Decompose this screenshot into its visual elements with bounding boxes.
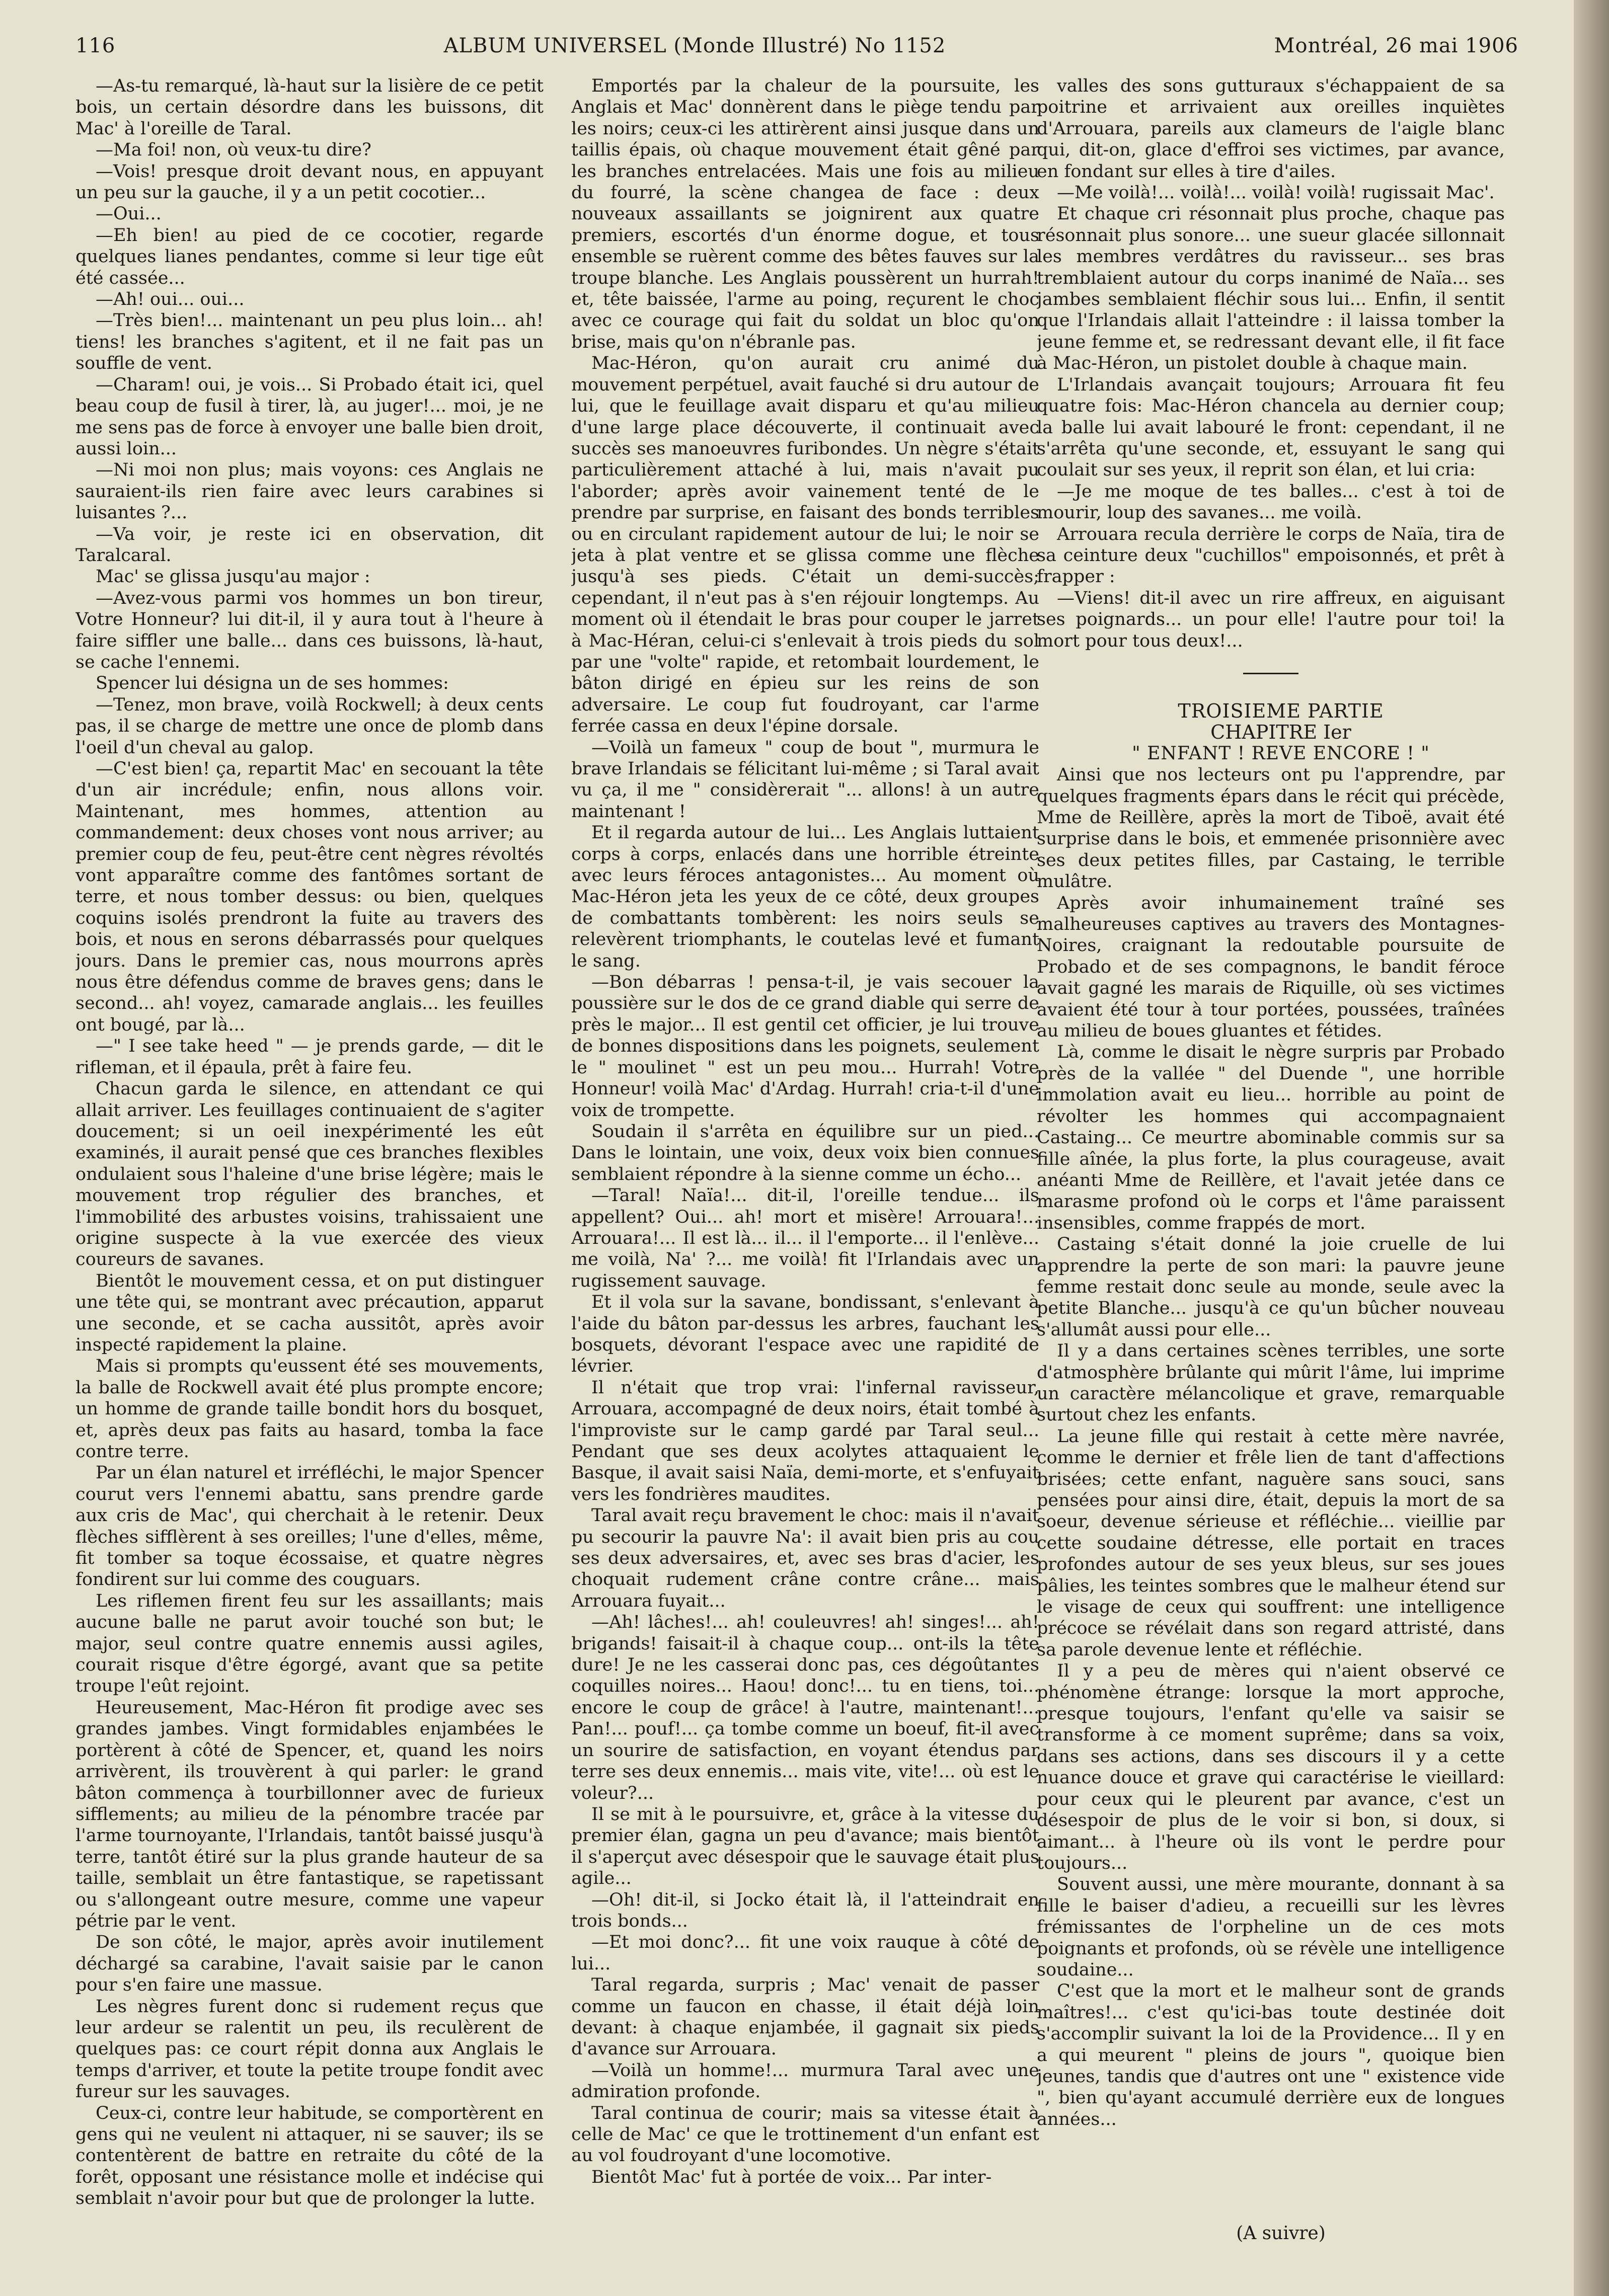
paragraph: Il y a peu de mères qui n'aient observé ce phénomène étrange: lorsque la mort approche, presque toujours, l'enfant qu'elle va saisir se transforme à ce moment suprême; dans sa voix, dans ses actions, dans ses discours il y a cette nuance douce et grave qui caractérise le vieillard: pour ceux qui le pleurent par avance, c'est un désespoir de plus de le voir si bon, si doux, si aimant... à l'heure où ils vont le perdre pour toujours... (1037, 1661, 1505, 1873)
paragraph: —Ah! lâches!... ah! couleuvres! ah! singes!... ah! brigands! faisait-il à chaque coup... ont-ils la tête dure! Je ne les casserai donc pas, ces dégoûtantes coquilles noires... Haou! donc!... tu en tiens, toi... encore le coup de grâce! à l'autre, maintenant!... Pan!... pouf!... ça tombe comme un boeuf, fit-il avec un sourire de satisfaction, en voyant étendus par terre ses deux ennemis... mais vite, vite!... où est le voleur?... (571, 1612, 1039, 1803)
paragraph: Taral avait reçu bravement le choc: mais il n'avait pu secourir la pauvre Na': il avait bien pris au cou ses deux adversaires, et, avec ses bras d'acier, les choquait rudement crâne contre crâne... mais Arrouara fuyait... (571, 1506, 1039, 1611)
paragraph: —Eh bien! au pied de ce cocotier, regarde quelques lianes pendantes, comme si leur tige eût été cassée... (75, 225, 544, 288)
page-number: 116 (75, 34, 116, 57)
paragraph: Heureusement, Mac-Héron fit prodige avec ses grandes jambes. Vingt formidables enjambées le portèrent à côté de Spencer, et, quand les noirs arrivèrent, ils trouvèrent à qui parler: le grand bâton commença à tourbillonner avec de furieux sifflements; au milieu de la pénombre tracée par l'arme tournoyante, l'Irlandais, tantôt baissé jusqu'à terre, tantôt étiré sur la plus grande hauteur de sa taille, semblait un être fantastique, se rapetissant ou s'allongeant outre mesure, comme une vapeur pétrie par le vent. (75, 1697, 544, 1931)
paragraph: Mac' se glissa jusqu'au major : (96, 567, 370, 587)
section-divider (1243, 673, 1298, 674)
paragraph: Là, comme le disait le nègre surpris par Probado près de la vallée " del Duende ", une horrible immolation avait eu lieu... horrible au point de révolter les hommes qui accompagnaient Castaing... Ce meurtre abominable commis sur sa fille aînée, la plus forte, la plus courageuse, avait anéanti Mme de Reillère, et l'avait jetée dans ce marasme profond où le corps et l'âme paraissent insensibles, comme frappés de mort. (1037, 1042, 1505, 1233)
paragraph: De son côté, le major, après avoir inutilement déchargé sa carabine, l'avait saisie par le canon pour s'en faire une massue. (75, 1932, 544, 1996)
paragraph: —Et moi donc?... fit une voix rauque à côté de lui... (571, 1932, 1039, 1974)
paragraph: Chacun garda le silence, en attendant ce qui allait arriver. Les feuillages continuaient de s'agiter doucement; si un oeil inexpérimenté les eût examinés, il aurait pensé que ces branches flexibles ondulaient sous l'haleine d'une brise légère; mais le mouvement trop régulier des branches, et l'immobilité des arbustes voisins, trahissaient une origine suspecte à la vue exercée des vieux coureurs de savanes. (75, 1079, 544, 1270)
paragraph: —Me voilà!... voilà!... voilà! voilà! rugissait Mac'. (1057, 183, 1495, 203)
paragraph: —Avez-vous parmi vos hommes un bon tireur, Votre Honneur? lui dit-il, il y aura tout à l'heure à faire siffler une balle... dans ces buissons, là-haut, se cache l'ennemi. (75, 588, 544, 672)
part-title: TROISIEME PARTIE (1178, 699, 1384, 722)
paragraph: —Viens! dit-il avec un rire affreux, en aiguisant ses poignards... un pour elle! l'autre pour toi! la mort pour tous deux!... (1037, 588, 1505, 651)
paragraph: —Voilà un homme!... murmura Taral avec une admiration profonde. (571, 2060, 1039, 2102)
paragraph: —Ni moi non plus; mais voyons: ces Anglais ne sauraient-ils rien faire avec leurs carabines si luisantes ?... (75, 460, 544, 523)
paragraph: Et il regarda autour de lui... Les Anglais luttaient corps à corps, enlacés dans une horrible étreinte avec leurs féroces antagonistes... Au moment où Mac-Héron jeta les yeux de ce côté, deux groupes de combattants tombèrent: les noirs seuls se relevèrent triomphants, le coutelas levé et fumant le sang. (571, 823, 1039, 971)
text-column-2 (571, 75, 1039, 2249)
chapter-subtitle: " ENFANT ! REVE ENCORE ! " (1132, 743, 1430, 764)
paragraph: —Je me moque de tes balles... c'est à toi de mourir, loup des savanes... me voilà. (1037, 481, 1505, 523)
paragraph: Les riflemen firent feu sur les assaillants; mais aucune balle ne parut avoir touché son but; le major, seul contre quatre ennemis aussi agiles, courait risque d'être égorgé, avant que sa petite troupe l'eût rejoint. (75, 1591, 544, 1697)
paragraph: Il n'était que trop vrai: l'infernal ravisseur, Arrouara, accompagné de deux noirs, était tombé à l'improviste sur le camp gardé par Taral seul... Pendant que ses deux acolytes attaquaient le Basque, il avait saisi Naïa, demi-morte, et s'enfuyait vers les fondrières maudites. (571, 1377, 1039, 1505)
paragraph: Spencer lui désigna un de ses hommes: (96, 673, 449, 694)
paragraph: Soudain il s'arrêta en équilibre sur un pied... Dans le lointain, une voix, deux voix bien connues semblaient répondre à la sienne comme un écho... (571, 1121, 1039, 1184)
column-3-story-end (1037, 75, 1505, 652)
paragraph: —Taral! Naïa!... dit-il, l'oreille tendue... ils appellent? Oui... ah! mort et misère! Arrouara!... Arrouara!... Il est là... il... il l'emporte... il l'enlève... me voilà, Na' ?... me voilà! fit l'Irlandais avec un rugissement sauvage. (571, 1185, 1039, 1291)
paragraph: —As-tu remarqué, là-haut sur la lisière de ce petit bois, un certain désordre dans les buissons, dit Mac' à l'oreille de Taral. (75, 76, 544, 139)
paragraph: —Très bien!... maintenant un peu plus loin... ah! tiens! les branches s'agitent, et il ne fait pas un souffle de vent. (75, 310, 544, 374)
paragraph: Bientôt le mouvement cessa, et on put distinguer une tête qui, se montrant avec précaution, apparut une seconde, et se cacha aussitôt, après avoir inspecté rapidement la plaine. (75, 1271, 544, 1355)
paragraph: —" I see take heed " — je prends garde, — dit le rifleman, et il épaula, prêt à faire feu. (75, 1036, 544, 1078)
paragraph: Ceux-ci, contre leur habitude, se comportèrent en gens qui ne veulent ni attaquer, ni se sauver; ils se contentèrent de battre en retraite du côté de la forêt, opposant une résistance molle et indécise qui semblait n'avoir pour but que de prolonger la lutte. (75, 2103, 544, 2209)
scan-edge (1574, 0, 1609, 2296)
paragraph: Castaing s'était donné la joie cruelle de lui apprendre la perte de son mari: la pauvre jeune femme restait donc seule au monde, seule avec la petite Blanche... jusqu'à ce qu'un bûcher nouveau s'allumât aussi pour elle... (1037, 1234, 1505, 1340)
paragraph: —Va voir, je reste ici en observation, dit Taralcaral. (75, 524, 544, 566)
page-header (75, 23, 1518, 68)
paragraph: —Voilà un fameux " coup de bout ", murmura le brave Irlandais se félicitant lui-même ; si Taral avait vu ça, il me " considèrerait "... allons! à un autre maintenant ! (571, 737, 1039, 822)
paragraph: Souvent aussi, une mère mourante, donnant à sa fille le baiser d'adieu, a recueilli sur les lèvres frémissantes de l'orpheline un de ces mots poignants et profonds, où se révèle une intelligence soudaine... (1037, 1874, 1505, 1980)
paragraph: Mac-Héron, qu'on aurait cru animé du mouvement perpétuel, avait fauché si dru autour de lui, que le feuillage avait disparu et qu'au milieu d'une large place découverte, il continuait avec succès ses manoeuvres furibondes. Un nègre s'était particulièrement attaché à lui, mais n'avait pu l'aborder; après avoir vainement tenté de le prendre par surprise, en faisant des bonds terribles ou en circulant rapidement autour de lui; le noir se jeta à plat ventre et se glissa comme une flèche jusqu'à ses pieds. C'était un demi-succès; cependant, il n'eut pas à s'en réjouir longtemps. Au moment où il étendait le bras pour couper le jarret à Mac-Héran, celui-ci s'enlevait à trois pieds du sol par une "volte" rapide, et retombait lourdement, le bâton dirigé en épieu sur les reins de son adversaire. Le coup fut foudroyant, car l'arme ferrée cassa en deux l'épine dorsale. (571, 353, 1039, 737)
paragraph: Par un élan naturel et irréfléchi, le major Spencer courut vers l'ennemi abattu, sans prendre garde aux cris de Mac', qui cherchait à le retenir. Deux flèches sifflèrent à ses oreilles; l'une d'elles, même, fit tomber sa toque écossaise, et quatre nègres fondirent sur lui comme des couguars. (75, 1463, 544, 1590)
paragraph: Taral regarda, surpris ; Mac' venait de passer comme un faucon en chasse, il était déjà loin devant: à chaque enjambée, il gagnait six pieds d'avance sur Arrouara. (571, 1975, 1039, 2060)
paragraph: —Vois! presque droit devant nous, en appuyant un peu sur la gauche, il y a un petit cocotier... (75, 161, 544, 203)
publication-title: ALBUM UNIVERSEL (Monde Illustré) No 1152 (443, 34, 946, 57)
paragraph: C'est que la mort et le malheur sont de grands maîtres!... c'est qu'ici-bas toute destinée doit s'accomplir suivant la loi de la Providence... Il y en a qui meurent " pleins de jours ", quoique bien jeunes, tandis que d'autres ont une " existence vide ", bien qu'ayant accumulé derrière eux de longues années... (1037, 1981, 1505, 2129)
paragraph: Emportés par la chaleur de la poursuite, les Anglais et Mac' donnèrent dans le piège tendu par les noirs; ceux-ci les attirèrent ainsi jusque dans un taillis épais, où chaque mouvement était gêné par les branches entrelacées. Mais une fois au milieu du fourré, la scène changea de face : deux nouveaux assaillants se joignirent aux quatre premiers, escortés d'un énorme dogue, et tous ensemble se ruèrent comme des bêtes fauves sur la troupe blanche. Les Anglais poussèrent un hurrah! et, tête baissée, l'arme au poing, reçurent le choc avec ce courage qui fait du soldat un bloc qu'on brise, mais qu'on n'ébranle pas. (571, 76, 1039, 352)
paragraph: Et il vola sur la savane, bondissant, s'enlevant à l'aide du bâton par-dessus les arbres, fauchant les bosquets, dévorant l'espace avec une rapidité de lévrier. (571, 1292, 1039, 1377)
paragraph: —Ma foi! non, où veux-tu dire? (96, 140, 371, 161)
paragraph: Ainsi que nos lecteurs ont pu l'apprendre, par quelques fragments épars dans le récit qui précède, Mme de Reillère, après la mort de Tiboë, avait été surprise dans le bois, et emmenée prisonnière avec ses deux petites filles, par Castaing, le terrible mulâtre. (1037, 765, 1505, 892)
paragraph: —Charam! oui, je vois... Si Probado était ici, quel beau coup de fusil à tirer, là, au juger!... moi, je ne me sens pas de force à envoyer une balle bien droit, aussi loin... (75, 374, 544, 459)
paragraph: Il se mit à le poursuivre, et, grâce à la vitesse du premier élan, gagna un peu d'avance; mais bientôt il s'aperçut avec désespoir que le sauvage était plus agile... (571, 1804, 1039, 1889)
paragraph: valles des sons gutturaux s'échappaient de sa poitrine et arrivaient aux oreilles inquiètes d'Arrouara, pareils aux clameurs de l'aigle blanc qui, dit-on, glace d'effroi ses victimes, par avance, en fondant sur elles à tire d'ailes. (1037, 76, 1505, 182)
text-column-3 (1037, 75, 1505, 2249)
paragraph: Et chaque cri résonnait plus proche, chaque pas résonnait plus sonore... une sueur glacée sillonnait les membres verdâtres du ravisseur... ses bras tremblaient autour du corps inanimé de Naïa... ses jambes semblaient fléchir sous lui... Enfin, il sentit que l'Irlandais allait l'atteindre : il laissa tomber la jeune femme et, se redressant devant elle, il fit face à Mac-Héron, un pistolet double à chaque main. (1037, 204, 1505, 374)
paragraph: Il y a dans certaines scènes terribles, une sorte d'atmosphère brûlante qui mûrit l'âme, lui imprime un caractère mélancolique et grave, remarquable surtout chez les enfants. (1037, 1341, 1505, 1426)
paragraph: —Oui... (96, 204, 162, 224)
paragraph: Arrouara recula derrière le corps de Naïa, tira de sa ceinture deux "cuchillos" empoisonnés, et prêt à frapper : (1037, 524, 1505, 587)
paragraph: —Tenez, mon brave, voilà Rockwell; à deux cents pas, il se charge de mettre une once de plomb dans l'oeil d'un cheval au galop. (75, 694, 544, 758)
paragraph: Les nègres furent donc si rudement reçus que leur ardeur se ralentit un peu, ils reculèrent de quelques pas: ce court répit donna aux Anglais le temps d'arriver, et toute la petite troupe fondit avec fureur sur les sauvages. (75, 1996, 544, 2102)
paragraph: Après avoir inhumainement traîné ses malheureuses captives au travers des Montagnes-Noires, craignant la redoutable poursuite de Probado et de ses compagnons, le bandit féroce avait gagné les marais de Riquille, où ses victimes avaient été tour à tour portées, poussées, traînées au milieu de boues gluantes et fétides. (1037, 893, 1505, 1042)
place-date: Montréal, 26 mai 1906 (1274, 34, 1518, 57)
paragraph: —C'est bien! ça, repartit Mac' en secouant la tête d'un air incrédule; enfin, nous allons voir. Maintenant, mes hommes, attention au commandement: deux choses vont nous arriver; au premier coup de feu, peut-être cent nègres révoltés vont apparaître comme des fantômes sortant de terre, et nous tomber dessus: ou bien, quelques coquins isolés prendront la fuite au travers des bois, et nous en serons débarrassés pour quelques jours. Dans le premier cas, nous mourrons après nous être défendus comme de braves gens; dans le second... ah! voyez, camarade anglais... les feuilles ont bougé, par là... (75, 759, 544, 1035)
column-3-new-chapter (1037, 764, 1505, 2130)
paragraph: Taral continua de courir; mais sa vitesse était à celle de Mac' ce que le trottinement d'un enfant est au vol foudroyant d'une locomotive. (571, 2103, 1039, 2166)
paragraph: Bientôt Mac' fut à portée de voix... Par inter- (591, 2167, 992, 2187)
paragraph: —Ah! oui... oui... (96, 289, 245, 310)
paragraph: —Bon débarras ! pensa-t-il, je vais secouer la poussière sur le dos de ce grand diable qui serre de près le major... Il est gentil cet officier, je lui trouve de bonnes dispositions dans les poignets, seulement le " moulinet " est un peu mou... Hurrah! Votre Honneur! voilà Mac' d'Ardag. Hurrah! cria-t-il d'une voix de trompette. (571, 972, 1039, 1121)
paragraph: —Oh! dit-il, si Jocko était là, il l'atteindrait en trois bonds... (571, 1889, 1039, 1931)
chapter-title: CHAPITRE Ier (1210, 721, 1351, 744)
paragraph: Mais si prompts qu'eussent été ses mouvements, la balle de Rockwell avait été plus prompte encore; un homme de grande taille bondit hors du bosquet, et, après deux pas faits au hasard, tomba la face contre terre. (75, 1356, 544, 1462)
to-be-continued: (A suivre) (1236, 2223, 1326, 2244)
paragraph: L'Irlandais avançait toujours; Arrouara fit feu quatre fois: Mac-Héron chancela au dernier coup; la balle lui avait labouré le front: cependant, il ne s'arrêta qu'une seconde, et, essuyant le sang qui coulait sur ses yeux, il reprit son élan, et lui cria: (1037, 374, 1505, 481)
paragraph: La jeune fille qui restait à cette mère navrée, comme le dernier et frêle lien de tant d'affections brisées; cette enfant, naguère sans souci, sans pensées pour ainsi dire, était, depuis la mort de sa soeur, devenue sérieuse et réfléchie... vieillie par cette soudaine détresse, elle portait en traces profondes autour de ses yeux bleus, sur ses joues pâlies, les teintes sombres que le malheur étend sur le visage de ceux qui souffrent: une intelligence précoce se révélait dans son regard attristé, dans sa parole devenue lente et réfléchie. (1037, 1426, 1505, 1660)
text-column-1 (75, 75, 544, 2249)
